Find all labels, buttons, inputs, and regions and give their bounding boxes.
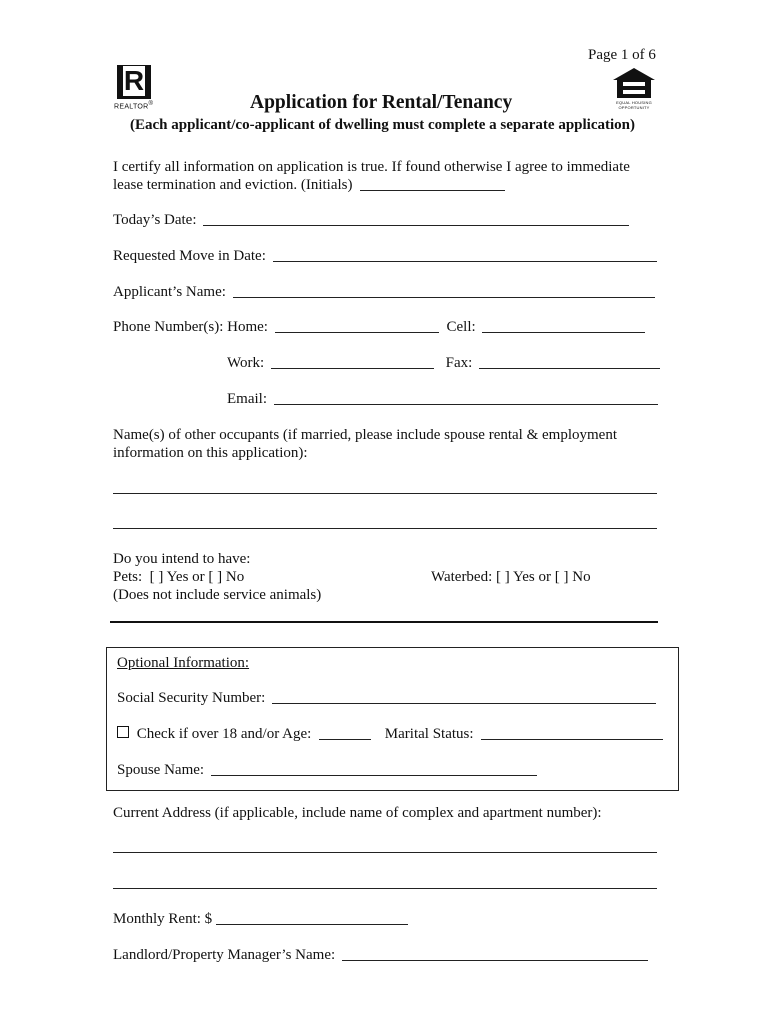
realtor-logo-letter: R xyxy=(123,65,145,96)
section-divider xyxy=(110,621,658,623)
current-address-field-2[interactable] xyxy=(113,888,657,889)
fax-field[interactable] xyxy=(479,355,660,369)
move-in-date-field[interactable] xyxy=(273,248,657,262)
monthly-rent-row xyxy=(113,910,408,928)
landlord-name-field[interactable] xyxy=(342,947,648,961)
monthly-rent-label: Monthly Rent: $ xyxy=(113,911,213,927)
email-field[interactable] xyxy=(274,391,658,405)
realtor-logo-box xyxy=(117,65,151,99)
page-subtitle: (Each applicant/co-applicant of dwelling must complete a separate application) xyxy=(130,117,635,133)
ssn-label: Social Security Number: xyxy=(117,690,266,706)
occupants-line-1: Name(s) of other occupants (if married, please include spouse rental & employment xyxy=(113,427,617,443)
email-row xyxy=(227,390,658,408)
page-title: Application for Rental/Tenancy xyxy=(250,92,513,113)
initials-field[interactable] xyxy=(360,177,505,191)
spouse-row xyxy=(117,761,537,779)
spouse-field[interactable] xyxy=(211,762,537,776)
cell-label: Cell: xyxy=(446,319,476,335)
age-check-label: Check if over 18 and/or Age: xyxy=(136,726,312,742)
current-address-field-1[interactable] xyxy=(113,852,657,853)
cell-field[interactable] xyxy=(482,319,645,333)
work-fax-row xyxy=(227,354,660,372)
fax-label: Fax: xyxy=(445,355,473,371)
pets-question[interactable]: Pets: [ ] Yes or [ ] No xyxy=(113,569,245,585)
page-number: Page 1 of 6 xyxy=(588,47,656,63)
certify-line-1: I certify all information on application is true. If found otherwise I agree to immediate xyxy=(113,159,630,175)
todays-date-label: Today’s Date: xyxy=(113,212,197,228)
occupants-field-2[interactable] xyxy=(113,528,657,529)
phone-home-label: Phone Number(s): Home: xyxy=(113,319,268,335)
landlord-name-row xyxy=(113,946,648,964)
certify-line-2 xyxy=(113,176,505,194)
marital-field[interactable] xyxy=(481,726,663,740)
optional-info-heading: Optional Information: xyxy=(117,655,250,671)
ssn-field[interactable] xyxy=(272,690,656,704)
age-checkbox[interactable] xyxy=(117,726,129,738)
work-label: Work: xyxy=(227,355,265,371)
monthly-rent-field[interactable] xyxy=(216,911,408,925)
pets-note: (Does not include service animals) xyxy=(113,587,322,603)
landlord-name-label: Landlord/Property Manager’s Name: xyxy=(113,947,336,963)
applicant-name-label: Applicant’s Name: xyxy=(113,284,226,300)
applicant-name-field[interactable] xyxy=(233,284,655,298)
applicant-name-row xyxy=(113,283,655,301)
intend-heading: Do you intend to have: xyxy=(113,551,251,567)
equal-housing-logo xyxy=(609,66,659,110)
occupants-field-1[interactable] xyxy=(113,493,657,494)
certify-line-2-text: lease termination and eviction. (Initials) xyxy=(113,177,353,193)
email-label: Email: xyxy=(227,391,267,407)
todays-date-field[interactable] xyxy=(203,212,629,226)
spouse-label: Spouse Name: xyxy=(117,762,205,778)
work-field[interactable] xyxy=(271,355,434,369)
age-field[interactable] xyxy=(319,726,371,740)
ssn-row xyxy=(117,689,656,707)
occupants-line-2: information on this application): xyxy=(113,445,308,461)
age-marital-row xyxy=(117,725,663,743)
move-in-date-label: Requested Move in Date: xyxy=(113,248,266,264)
marital-label: Marital Status: xyxy=(384,726,474,742)
waterbed-question[interactable]: Waterbed: [ ] Yes or [ ] No xyxy=(431,569,591,585)
equal-housing-text: EQUAL HOUSING OPPORTUNITY xyxy=(616,100,652,110)
todays-date-row xyxy=(113,211,629,229)
move-in-date-row xyxy=(113,247,657,265)
phone-home-field[interactable] xyxy=(275,319,439,333)
equal-housing-house-icon xyxy=(609,66,659,100)
current-address-label: Current Address (if applicable, include name of complex and apartment number): xyxy=(113,805,602,821)
realtor-logo xyxy=(114,65,158,113)
phone-row xyxy=(113,318,645,336)
realtor-logo-text: REALTOR® xyxy=(114,101,154,111)
